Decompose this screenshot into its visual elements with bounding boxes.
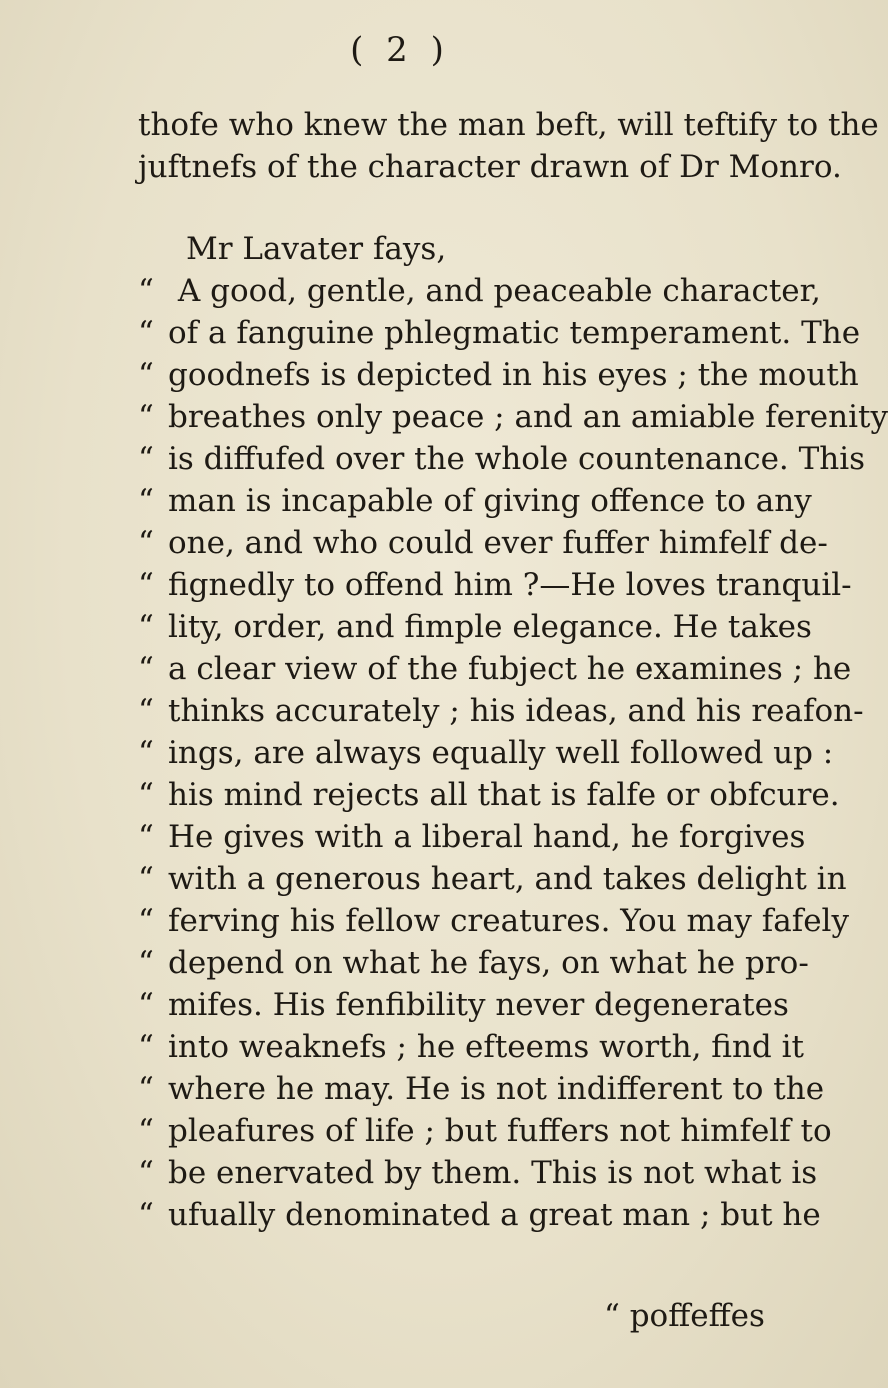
quote-line: “ A good, gentle, and peaceable character, <box>138 270 768 312</box>
quote-mark: “ <box>138 651 154 687</box>
quote-line: “ fignedly to offend him ?—He loves tranquil- <box>138 564 768 606</box>
quote-line: “ with a generous heart, and takes delight in <box>138 858 768 900</box>
quote-mark: “ <box>138 609 154 645</box>
quote-mark: “ <box>138 525 154 561</box>
quote-mark: “ <box>138 945 154 981</box>
quote-intro: Mr Lavater fays, <box>186 231 447 267</box>
quote-mark: “ <box>138 441 154 477</box>
quote-line: “ ufually denominated a great man ; but he <box>138 1194 768 1236</box>
quote-mark: “ <box>138 273 154 309</box>
quote-line: “ be enervated by them. This is not what is <box>138 1152 768 1194</box>
quote-mark: “ <box>138 861 154 897</box>
quote-line: “ man is incapable of giving offence to any <box>138 480 768 522</box>
quote-line: “ of a fanguine phlegmatic temperament. The <box>138 312 768 354</box>
quote-mark: “ <box>138 399 154 435</box>
quote-mark: “ <box>138 1029 154 1065</box>
quote-mark: “ <box>138 1155 154 1191</box>
quote-mark: “ <box>138 819 154 855</box>
quote-line: “ where he may. He is not indifferent to the <box>138 1068 768 1110</box>
quote-line: “ depend on what he fays, on what he pro- <box>138 942 768 984</box>
quote-line: “ pleafures of life ; but fuffers not himfelf to <box>138 1110 768 1152</box>
quote-line: “ goodnefs is depicted in his eyes ; the mouth <box>138 354 768 396</box>
quote-mark: “ <box>138 777 154 813</box>
quote-mark: “ <box>138 987 154 1023</box>
quote-mark: “ <box>138 483 154 519</box>
quote-mark: “ <box>138 315 154 351</box>
quote-line: “ one, and who could ever fuffer himfelf de- <box>138 522 768 564</box>
quote-line: “ He gives with a liberal hand, he forgives <box>138 816 768 858</box>
page-number: ( 2 ) <box>350 30 450 70</box>
catchword: “ poffeffes <box>604 1298 765 1334</box>
quote-mark: “ <box>138 567 154 603</box>
text-line: juftnefs of the character drawn of Dr Monro. <box>138 149 842 185</box>
quote-line: “ breathes only peace ; and an amiable ferenity <box>138 396 768 438</box>
quote-line: “ mifes. His fenfibility never degenerates <box>138 984 768 1026</box>
text-line: thofe who knew the man beft, will teftify to the <box>138 107 879 143</box>
quote-mark: “ <box>138 1113 154 1149</box>
quote-mark: “ <box>138 903 154 939</box>
quote-line: “ a clear view of the fubject he examines ; he <box>138 648 768 690</box>
quote-line: “ his mind rejects all that is falfe or obfcure. <box>138 774 768 816</box>
quote-line: “ thinks accurately ; his ideas, and his reafon- <box>138 690 768 732</box>
quote-mark: “ <box>138 357 154 393</box>
quote-line: “ into weaknefs ; he efteems worth, find it <box>138 1026 768 1068</box>
quote-line: “ ings, are always equally well followed up : <box>138 732 768 774</box>
quote-line: “ lity, order, and fimple elegance. He takes <box>138 606 768 648</box>
quote-line: “ ferving his fellow creatures. You may fafely <box>138 900 768 942</box>
quote-mark: “ <box>138 735 154 771</box>
quote-mark: “ <box>138 1071 154 1107</box>
quote-mark: “ <box>138 693 154 729</box>
quote-mark: “ <box>138 1197 154 1233</box>
body-text <box>138 104 888 1236</box>
quote-line: “ is diffufed over the whole countenance. This <box>138 438 768 480</box>
